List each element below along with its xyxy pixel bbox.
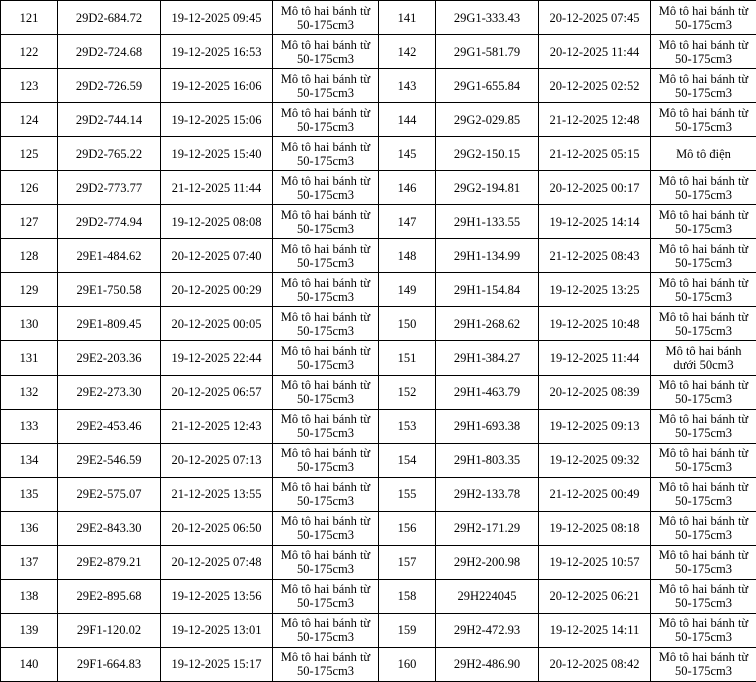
row-index-right: 158 (379, 579, 436, 613)
vehicle-type-right: Mô tô hai bánh từ 50-175cm3 (651, 579, 756, 613)
plate-number-left: 29F1-120.02 (58, 613, 161, 647)
violation-datetime-left: 21-12-2025 11:44 (161, 171, 273, 205)
plate-number-left: 29D2-724.68 (58, 35, 161, 69)
vehicle-type-right: Mô tô hai bánh từ 50-175cm3 (651, 545, 756, 579)
vehicle-type-right: Mô tô hai bánh từ 50-175cm3 (651, 307, 756, 341)
plate-number-right: 29G1-655.84 (436, 69, 539, 103)
violation-datetime-right: 19-12-2025 09:32 (539, 443, 651, 477)
vehicle-type-left: Mô tô hai bánh từ 50-175cm3 (273, 341, 379, 375)
plate-number-right: 29H2-472.93 (436, 613, 539, 647)
vehicle-type-left: Mô tô hai bánh từ 50-175cm3 (273, 307, 379, 341)
row-index-left: 135 (1, 477, 58, 511)
violation-datetime-left: 20-12-2025 06:57 (161, 375, 273, 409)
plate-number-right: 29G1-333.43 (436, 1, 539, 35)
plate-number-right: 29G2-194.81 (436, 171, 539, 205)
violation-datetime-right: 20-12-2025 00:17 (539, 171, 651, 205)
vehicle-type-left: Mô tô hai bánh từ 50-175cm3 (273, 409, 379, 443)
row-index-left: 139 (1, 613, 58, 647)
row-index-right: 159 (379, 613, 436, 647)
plate-number-left: 29F1-664.83 (58, 647, 161, 681)
violation-datetime-left: 20-12-2025 00:05 (161, 307, 273, 341)
plate-number-right: 29G1-581.79 (436, 35, 539, 69)
plate-number-left: 29E1-809.45 (58, 307, 161, 341)
row-index-right: 145 (379, 137, 436, 171)
row-index-right: 155 (379, 477, 436, 511)
violation-datetime-right: 21-12-2025 08:43 (539, 239, 651, 273)
row-index-left: 123 (1, 69, 58, 103)
table-body (1, 1, 756, 682)
row-index-left: 126 (1, 171, 58, 205)
violation-datetime-left: 19-12-2025 13:01 (161, 613, 273, 647)
vehicle-type-right: Mô tô hai bánh từ 50-175cm3 (651, 409, 756, 443)
violation-datetime-right: 19-12-2025 13:25 (539, 273, 651, 307)
violation-datetime-left: 21-12-2025 12:43 (161, 409, 273, 443)
table-row (1, 579, 756, 613)
vehicle-type-right: Mô tô hai bánh dưới 50cm3 (651, 341, 756, 375)
table-row (1, 511, 756, 545)
vehicle-type-left: Mô tô hai bánh từ 50-175cm3 (273, 137, 379, 171)
violation-datetime-left: 19-12-2025 08:08 (161, 205, 273, 239)
row-index-right: 151 (379, 341, 436, 375)
violation-datetime-right: 19-12-2025 10:57 (539, 545, 651, 579)
table-row (1, 239, 756, 273)
row-index-left: 125 (1, 137, 58, 171)
plate-number-right: 29G2-029.85 (436, 103, 539, 137)
plate-number-right: 29H2-133.78 (436, 477, 539, 511)
violation-datetime-right: 19-12-2025 08:18 (539, 511, 651, 545)
plate-number-right: 29H2-171.29 (436, 511, 539, 545)
violation-datetime-right: 19-12-2025 11:44 (539, 341, 651, 375)
vehicle-type-left: Mô tô hai bánh từ 50-175cm3 (273, 511, 379, 545)
plate-number-left: 29D2-765.22 (58, 137, 161, 171)
row-index-left: 131 (1, 341, 58, 375)
violation-datetime-left: 20-12-2025 07:48 (161, 545, 273, 579)
row-index-left: 130 (1, 307, 58, 341)
row-index-right: 146 (379, 171, 436, 205)
violation-datetime-left: 19-12-2025 15:06 (161, 103, 273, 137)
row-index-right: 152 (379, 375, 436, 409)
plate-number-left: 29E2-879.21 (58, 545, 161, 579)
row-index-left: 138 (1, 579, 58, 613)
table-row (1, 103, 756, 137)
vehicle-type-right: Mô tô hai bánh từ 50-175cm3 (651, 1, 756, 35)
violation-datetime-left: 20-12-2025 06:50 (161, 511, 273, 545)
vehicle-type-right: Mô tô hai bánh từ 50-175cm3 (651, 443, 756, 477)
violation-datetime-right: 21-12-2025 05:15 (539, 137, 651, 171)
vehicle-type-left: Mô tô hai bánh từ 50-175cm3 (273, 443, 379, 477)
row-index-left: 140 (1, 647, 58, 681)
plate-number-right: 29H1-133.55 (436, 205, 539, 239)
vehicle-type-right: Mô tô hai bánh từ 50-175cm3 (651, 511, 756, 545)
table-row (1, 35, 756, 69)
table-row (1, 69, 756, 103)
vehicle-type-right: Mô tô hai bánh từ 50-175cm3 (651, 35, 756, 69)
row-index-left: 122 (1, 35, 58, 69)
table-row (1, 613, 756, 647)
violation-datetime-left: 19-12-2025 13:56 (161, 579, 273, 613)
vehicle-type-left: Mô tô hai bánh từ 50-175cm3 (273, 477, 379, 511)
table-row (1, 307, 756, 341)
vehicle-type-right: Mô tô hai bánh từ 50-175cm3 (651, 477, 756, 511)
plate-number-left: 29D2-744.14 (58, 103, 161, 137)
row-index-left: 132 (1, 375, 58, 409)
row-index-left: 124 (1, 103, 58, 137)
vehicle-type-right: Mô tô hai bánh từ 50-175cm3 (651, 273, 756, 307)
row-index-right: 147 (379, 205, 436, 239)
table-row (1, 1, 756, 35)
vehicle-type-left: Mô tô hai bánh từ 50-175cm3 (273, 273, 379, 307)
vehicle-type-right: Mô tô hai bánh từ 50-175cm3 (651, 171, 756, 205)
violation-datetime-left: 19-12-2025 15:40 (161, 137, 273, 171)
vehicle-type-left: Mô tô hai bánh từ 50-175cm3 (273, 1, 379, 35)
violation-datetime-left: 19-12-2025 15:17 (161, 647, 273, 681)
row-index-right: 160 (379, 647, 436, 681)
plate-number-right: 29H1-154.84 (436, 273, 539, 307)
plate-number-left: 29D2-726.59 (58, 69, 161, 103)
table-row (1, 341, 756, 375)
plate-number-left: 29E2-575.07 (58, 477, 161, 511)
plate-number-left: 29E1-750.58 (58, 273, 161, 307)
violation-datetime-right: 20-12-2025 07:45 (539, 1, 651, 35)
vehicle-type-left: Mô tô hai bánh từ 50-175cm3 (273, 613, 379, 647)
plate-number-right: 29H2-486.90 (436, 647, 539, 681)
row-index-right: 142 (379, 35, 436, 69)
plate-number-right: 29G2-150.15 (436, 137, 539, 171)
plate-number-right: 29H2-200.98 (436, 545, 539, 579)
row-index-right: 154 (379, 443, 436, 477)
row-index-right: 149 (379, 273, 436, 307)
plate-number-right: 29H1-384.27 (436, 341, 539, 375)
violation-datetime-right: 19-12-2025 10:48 (539, 307, 651, 341)
row-index-right: 148 (379, 239, 436, 273)
row-index-right: 157 (379, 545, 436, 579)
table-row (1, 477, 756, 511)
vehicle-type-right: Mô tô hai bánh từ 50-175cm3 (651, 613, 756, 647)
plate-number-left: 29D2-774.94 (58, 205, 161, 239)
vehicle-type-right: Mô tô hai bánh từ 50-175cm3 (651, 69, 756, 103)
violation-datetime-right: 21-12-2025 00:49 (539, 477, 651, 511)
plate-number-left: 29E2-546.59 (58, 443, 161, 477)
row-index-left: 134 (1, 443, 58, 477)
vehicle-type-right: Mô tô hai bánh từ 50-175cm3 (651, 647, 756, 681)
row-index-right: 150 (379, 307, 436, 341)
vehicle-type-right: Mô tô hai bánh từ 50-175cm3 (651, 375, 756, 409)
table-row (1, 273, 756, 307)
table-row (1, 171, 756, 205)
vehicle-type-left: Mô tô hai bánh từ 50-175cm3 (273, 545, 379, 579)
table-row (1, 409, 756, 443)
violation-datetime-left: 19-12-2025 16:06 (161, 69, 273, 103)
plate-number-right: 29H1-463.79 (436, 375, 539, 409)
plate-number-left: 29E1-484.62 (58, 239, 161, 273)
violation-datetime-right: 20-12-2025 08:39 (539, 375, 651, 409)
table-row (1, 545, 756, 579)
plate-number-right: 29H224045 (436, 579, 539, 613)
plate-number-left: 29E2-843.30 (58, 511, 161, 545)
vehicle-type-right: Mô tô hai bánh từ 50-175cm3 (651, 205, 756, 239)
row-index-right: 156 (379, 511, 436, 545)
plate-number-right: 29H1-803.35 (436, 443, 539, 477)
violation-datetime-left: 20-12-2025 07:40 (161, 239, 273, 273)
table-row (1, 647, 756, 681)
row-index-left: 137 (1, 545, 58, 579)
vehicle-type-left: Mô tô hai bánh từ 50-175cm3 (273, 205, 379, 239)
table-row (1, 375, 756, 409)
violation-datetime-right: 19-12-2025 09:13 (539, 409, 651, 443)
violation-datetime-left: 19-12-2025 16:53 (161, 35, 273, 69)
plate-number-right: 29H1-268.62 (436, 307, 539, 341)
vehicle-type-left: Mô tô hai bánh từ 50-175cm3 (273, 103, 379, 137)
vehicle-type-left: Mô tô hai bánh từ 50-175cm3 (273, 171, 379, 205)
row-index-right: 141 (379, 1, 436, 35)
plate-number-left: 29E2-895.68 (58, 579, 161, 613)
table-row (1, 205, 756, 239)
violation-datetime-right: 19-12-2025 14:11 (539, 613, 651, 647)
violation-datetime-left: 20-12-2025 07:13 (161, 443, 273, 477)
plate-number-left: 29E2-453.46 (58, 409, 161, 443)
violation-datetime-right: 20-12-2025 08:42 (539, 647, 651, 681)
vehicle-type-right: Mô tô hai bánh từ 50-175cm3 (651, 103, 756, 137)
table-row (1, 137, 756, 171)
plate-number-left: 29E2-273.30 (58, 375, 161, 409)
vehicle-type-left: Mô tô hai bánh từ 50-175cm3 (273, 239, 379, 273)
row-index-left: 127 (1, 205, 58, 239)
violation-datetime-right: 20-12-2025 02:52 (539, 69, 651, 103)
plate-number-left: 29D2-773.77 (58, 171, 161, 205)
row-index-right: 144 (379, 103, 436, 137)
vehicle-type-left: Mô tô hai bánh từ 50-175cm3 (273, 69, 379, 103)
row-index-right: 143 (379, 69, 436, 103)
violation-datetime-right: 20-12-2025 11:44 (539, 35, 651, 69)
vehicle-type-left: Mô tô hai bánh từ 50-175cm3 (273, 35, 379, 69)
row-index-left: 129 (1, 273, 58, 307)
violation-datetime-right: 20-12-2025 06:21 (539, 579, 651, 613)
row-index-left: 136 (1, 511, 58, 545)
vehicle-type-left: Mô tô hai bánh từ 50-175cm3 (273, 375, 379, 409)
table-row (1, 443, 756, 477)
violation-datetime-right: 21-12-2025 12:48 (539, 103, 651, 137)
plate-number-right: 29H1-134.99 (436, 239, 539, 273)
violation-datetime-left: 21-12-2025 13:55 (161, 477, 273, 511)
vehicle-type-left: Mô tô hai bánh từ 50-175cm3 (273, 647, 379, 681)
vehicle-type-right: Mô tô hai bánh từ 50-175cm3 (651, 239, 756, 273)
row-index-left: 133 (1, 409, 58, 443)
vehicle-type-left: Mô tô hai bánh từ 50-175cm3 (273, 579, 379, 613)
vehicle-type-right: Mô tô điện (651, 137, 756, 171)
row-index-right: 153 (379, 409, 436, 443)
violation-datetime-left: 19-12-2025 09:45 (161, 1, 273, 35)
plate-number-right: 29H1-693.38 (436, 409, 539, 443)
violation-datetime-left: 19-12-2025 22:44 (161, 341, 273, 375)
row-index-left: 128 (1, 239, 58, 273)
row-index-left: 121 (1, 1, 58, 35)
plate-number-left: 29D2-684.72 (58, 1, 161, 35)
violation-datetime-right: 19-12-2025 14:14 (539, 205, 651, 239)
plate-number-left: 29E2-203.36 (58, 341, 161, 375)
violation-datetime-left: 20-12-2025 00:29 (161, 273, 273, 307)
